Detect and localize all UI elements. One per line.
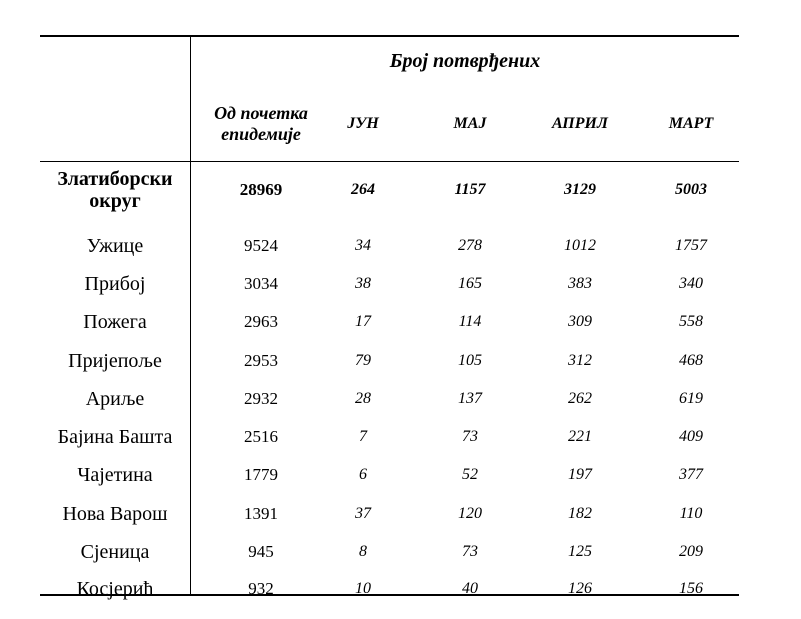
row-maj: 137 <box>458 390 482 407</box>
row-mart: 468 <box>679 351 703 369</box>
row-total: 1391 <box>244 503 278 523</box>
col-header-total: Од почетка епидемије <box>214 103 308 144</box>
row-name: Косјерић <box>76 578 154 600</box>
table-row <box>40 303 739 341</box>
row-total: 2516 <box>244 427 278 446</box>
row-name: Пожега <box>83 311 147 333</box>
row-total: 3034 <box>244 274 278 293</box>
row-jun: 7 <box>359 428 367 445</box>
col-header-april: АПРИЛ <box>552 115 608 132</box>
table-row <box>40 456 739 494</box>
row-april: 182 <box>568 504 592 522</box>
row-name: Пријепоље <box>68 349 162 372</box>
row-maj: 73 <box>462 543 478 560</box>
row-april: 197 <box>568 466 592 483</box>
row-mart: 1757 <box>675 237 707 254</box>
row-maj: 73 <box>462 428 478 445</box>
table-row <box>40 227 739 265</box>
table-row <box>40 533 739 571</box>
row-name: Ариље <box>85 388 145 410</box>
row-total: 945 <box>248 542 274 561</box>
row-total: 9524 <box>244 236 278 255</box>
row-jun: 79 <box>355 351 371 369</box>
row-name: Прибој <box>84 273 146 295</box>
row-mart: 5003 <box>675 181 707 198</box>
row-mart: 156 <box>679 580 703 597</box>
row-maj: 114 <box>458 313 482 330</box>
row-mart: 377 <box>679 466 703 483</box>
table-top-rule <box>40 35 739 37</box>
row-maj: 52 <box>462 466 478 483</box>
row-maj: 278 <box>458 237 482 254</box>
col-header-mart: МАРТ <box>668 115 714 132</box>
row-total: 28969 <box>239 180 283 199</box>
row-total: 2932 <box>244 389 278 408</box>
table-row <box>40 380 739 418</box>
row-april: 262 <box>568 390 592 407</box>
cases-table <box>40 35 739 600</box>
col-header-jun: ЈУН <box>347 115 379 132</box>
row-jun: 38 <box>355 275 371 292</box>
row-total: 2953 <box>244 350 278 370</box>
row-mart: 340 <box>679 275 703 292</box>
row-name: Нова Варош <box>62 502 168 525</box>
row-april: 3129 <box>564 181 596 198</box>
row-maj: 165 <box>458 275 482 292</box>
row-april: 312 <box>568 351 592 369</box>
row-april: 1012 <box>564 237 596 254</box>
row-jun: 34 <box>355 237 371 254</box>
row-jun: 8 <box>359 543 367 560</box>
row-mart: 558 <box>679 313 703 330</box>
row-jun: 6 <box>359 466 367 483</box>
row-jun: 264 <box>351 181 375 198</box>
row-total: 1779 <box>244 465 278 484</box>
row-april: 309 <box>568 313 592 330</box>
row-april: 125 <box>568 543 592 560</box>
row-total: 2963 <box>244 312 278 331</box>
table-row <box>40 265 739 303</box>
caption-fragment <box>44 0 49 8</box>
row-jun: 10 <box>355 580 371 597</box>
row-name: Сјеница <box>80 541 150 563</box>
row-mart: 619 <box>679 390 703 407</box>
row-maj: 40 <box>462 580 478 597</box>
row-total: 932 <box>248 579 274 598</box>
table-header-rule <box>40 161 739 162</box>
table-row <box>40 571 739 607</box>
row-maj: 120 <box>458 504 482 522</box>
row-name: Златиборски округ <box>57 168 173 212</box>
row-mart: 209 <box>679 543 703 560</box>
row-maj: 1157 <box>454 181 486 198</box>
row-jun: 37 <box>355 504 371 522</box>
row-maj: 105 <box>458 351 482 369</box>
col-header-maj: МАЈ <box>453 115 487 132</box>
row-jun: 17 <box>355 313 371 330</box>
row-name: Бајина Башта <box>57 426 173 448</box>
group-header: Број потврђених <box>389 50 541 72</box>
table-row <box>40 341 739 380</box>
table-row <box>40 494 739 533</box>
row-april: 383 <box>568 275 592 292</box>
row-mart: 110 <box>679 504 703 522</box>
row-mart: 409 <box>679 428 703 445</box>
table-row-district <box>40 163 739 217</box>
row-name: Ужице <box>86 235 144 257</box>
row-april: 221 <box>568 428 592 445</box>
table-row <box>40 418 739 456</box>
row-jun: 28 <box>355 390 371 407</box>
row-name: Чајетина <box>77 464 153 486</box>
row-april: 126 <box>568 580 592 597</box>
